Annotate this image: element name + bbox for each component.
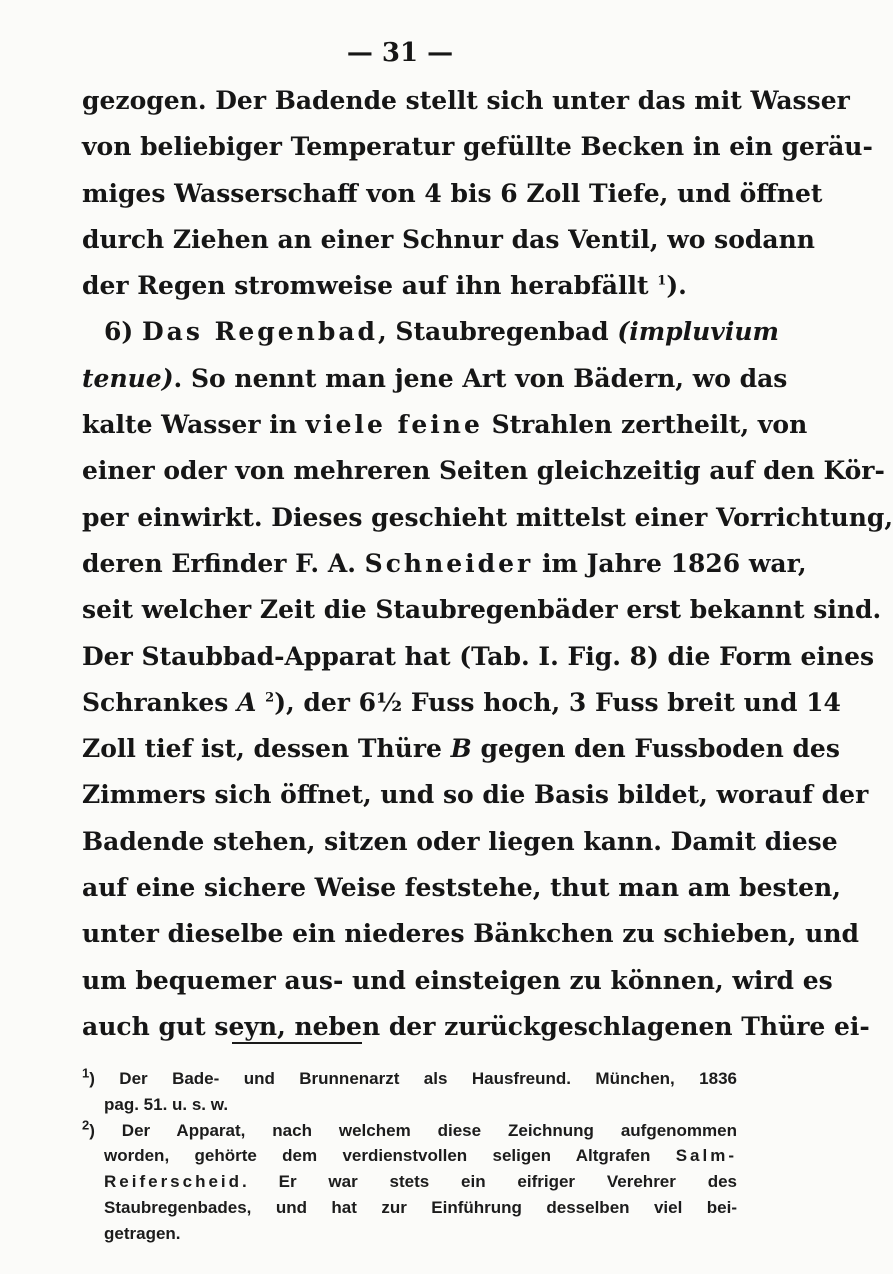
text-run: Schneider — [364, 548, 534, 578]
text-run: ), der 6½ Fuss hoch, 3 Fuss breit und 14 — [274, 687, 841, 717]
text-run: B — [450, 734, 472, 764]
text-run: getragen. — [104, 1223, 181, 1243]
text-run: 6) — [104, 317, 142, 347]
text-run: von beliebiger Temperatur gefüllte Becken in ein geräu- — [82, 132, 873, 162]
body-text — [82, 78, 893, 1050]
text-run: pag. 51. u. s. w. — [104, 1094, 229, 1114]
text-run — [256, 688, 265, 717]
text-line — [82, 171, 823, 217]
footnote-line — [82, 1169, 737, 1195]
text-line — [82, 217, 815, 263]
text-line — [82, 448, 885, 494]
footnote-line — [82, 1066, 737, 1092]
text-run: auch gut seyn, neben der zurückgeschlagenen Thüre ei- — [82, 1011, 870, 1041]
text-run: einer oder von mehreren Seiten gleichzeitig auf den Kör- — [82, 456, 885, 486]
text-line — [82, 587, 882, 633]
text-run: Zimmers sich öffnet, und so die Basis bildet, worauf der — [82, 780, 869, 810]
text-run: Strahlen zertheilt, von — [482, 410, 808, 440]
text-line — [82, 309, 779, 355]
text-run: Staubregenbades, und hat zur Einführung desselben viel bei- — [104, 1197, 737, 1217]
text-run: ). — [666, 271, 687, 301]
text-run: ) Der Bade- und Brunnenarzt als Hausfreund. München, 1836 — [89, 1069, 737, 1088]
text-run: Das Regenbad — [141, 317, 378, 347]
text-run: seit welcher Zeit die Staubregenbäder erst bekannt sind. — [82, 595, 882, 625]
text-run: gegen den Fussboden des — [471, 734, 840, 764]
text-line — [82, 78, 850, 124]
text-line — [82, 356, 788, 402]
text-line — [82, 402, 808, 448]
footnote-separator — [232, 1042, 362, 1044]
text-run: A — [237, 687, 257, 717]
text-line — [82, 772, 869, 818]
text-run: . Er war stets ein eifriger Verehrer des — [242, 1172, 737, 1192]
text-line — [82, 495, 893, 541]
text-run: auf eine sichere Weise feststehe, thut man am besten, — [82, 873, 841, 903]
text-line — [82, 680, 841, 726]
text-line — [82, 911, 860, 957]
text-run: unter dieselbe ein niederes Bänkchen zu schieben, und — [82, 919, 860, 949]
text-run: im Jahre 1826 war, — [533, 548, 807, 578]
text-line — [82, 263, 737, 309]
text-run: , Staubregenbad — [378, 317, 618, 347]
text-run: . So nennt man jene Art von Bädern, wo das — [173, 363, 788, 393]
text-line — [82, 819, 838, 865]
text-run: deren Erfinder F. A. — [82, 548, 365, 578]
footnote-line — [82, 1092, 737, 1118]
text-line — [82, 958, 833, 1004]
footnote-line — [82, 1118, 737, 1144]
text-run: durch Ziehen an einer Schnur das Ventil, wo sodann — [82, 224, 815, 254]
text-run: (impluvium — [617, 317, 779, 347]
text-run: Schrankes — [82, 687, 238, 717]
text-line — [82, 726, 840, 772]
text-run: Salm- — [675, 1146, 737, 1166]
text-run: tenue) — [82, 363, 174, 393]
footnote-marker: 1 — [82, 1065, 90, 1081]
footnote-marker: 2 — [265, 690, 275, 706]
footnotes — [82, 1066, 737, 1247]
text-run: der Regen stromweise auf ihn herabfällt — [82, 271, 658, 301]
text-line — [82, 634, 875, 680]
text-run: miges Wasserschaff von 4 bis 6 Zoll Tiefe, und öffnet — [82, 178, 823, 208]
text-run: Reiferscheid — [104, 1172, 243, 1192]
footnote-marker: 1 — [657, 273, 667, 289]
text-line — [82, 865, 841, 911]
text-run: um bequemer aus- und einsteigen zu können, wird es — [82, 965, 833, 995]
footnote-line — [82, 1221, 737, 1247]
footnote-line — [82, 1143, 737, 1169]
text-run: viele feine — [305, 410, 483, 440]
text-run: per einwirkt. Dieses geschieht mittelst einer Vorrichtung, — [82, 502, 893, 532]
text-run: Der Staubbad-Apparat hat (Tab. I. Fig. 8) die Form eines — [82, 641, 875, 671]
text-line — [82, 541, 807, 587]
text-run: Zoll tief ist, dessen Thüre — [82, 734, 451, 764]
text-run: worden, gehörte dem verdienstvollen seligen Altgrafen — [104, 1146, 676, 1166]
text-run: ) Der Apparat, nach welchem diese Zeichnung aufgenommen — [89, 1120, 737, 1140]
footnote-marker: 2 — [82, 1116, 90, 1132]
text-run: gezogen. Der Badende stellt sich unter das mit Wasser — [82, 86, 850, 115]
footnote-line — [82, 1195, 737, 1221]
text-line — [82, 124, 873, 170]
text-run: Badende stehen, sitzen oder liegen kann. Damit diese — [82, 826, 838, 856]
page-number: — 31 — — [346, 38, 454, 68]
text-run: kalte Wasser in — [82, 410, 306, 440]
text-line — [82, 1004, 870, 1050]
